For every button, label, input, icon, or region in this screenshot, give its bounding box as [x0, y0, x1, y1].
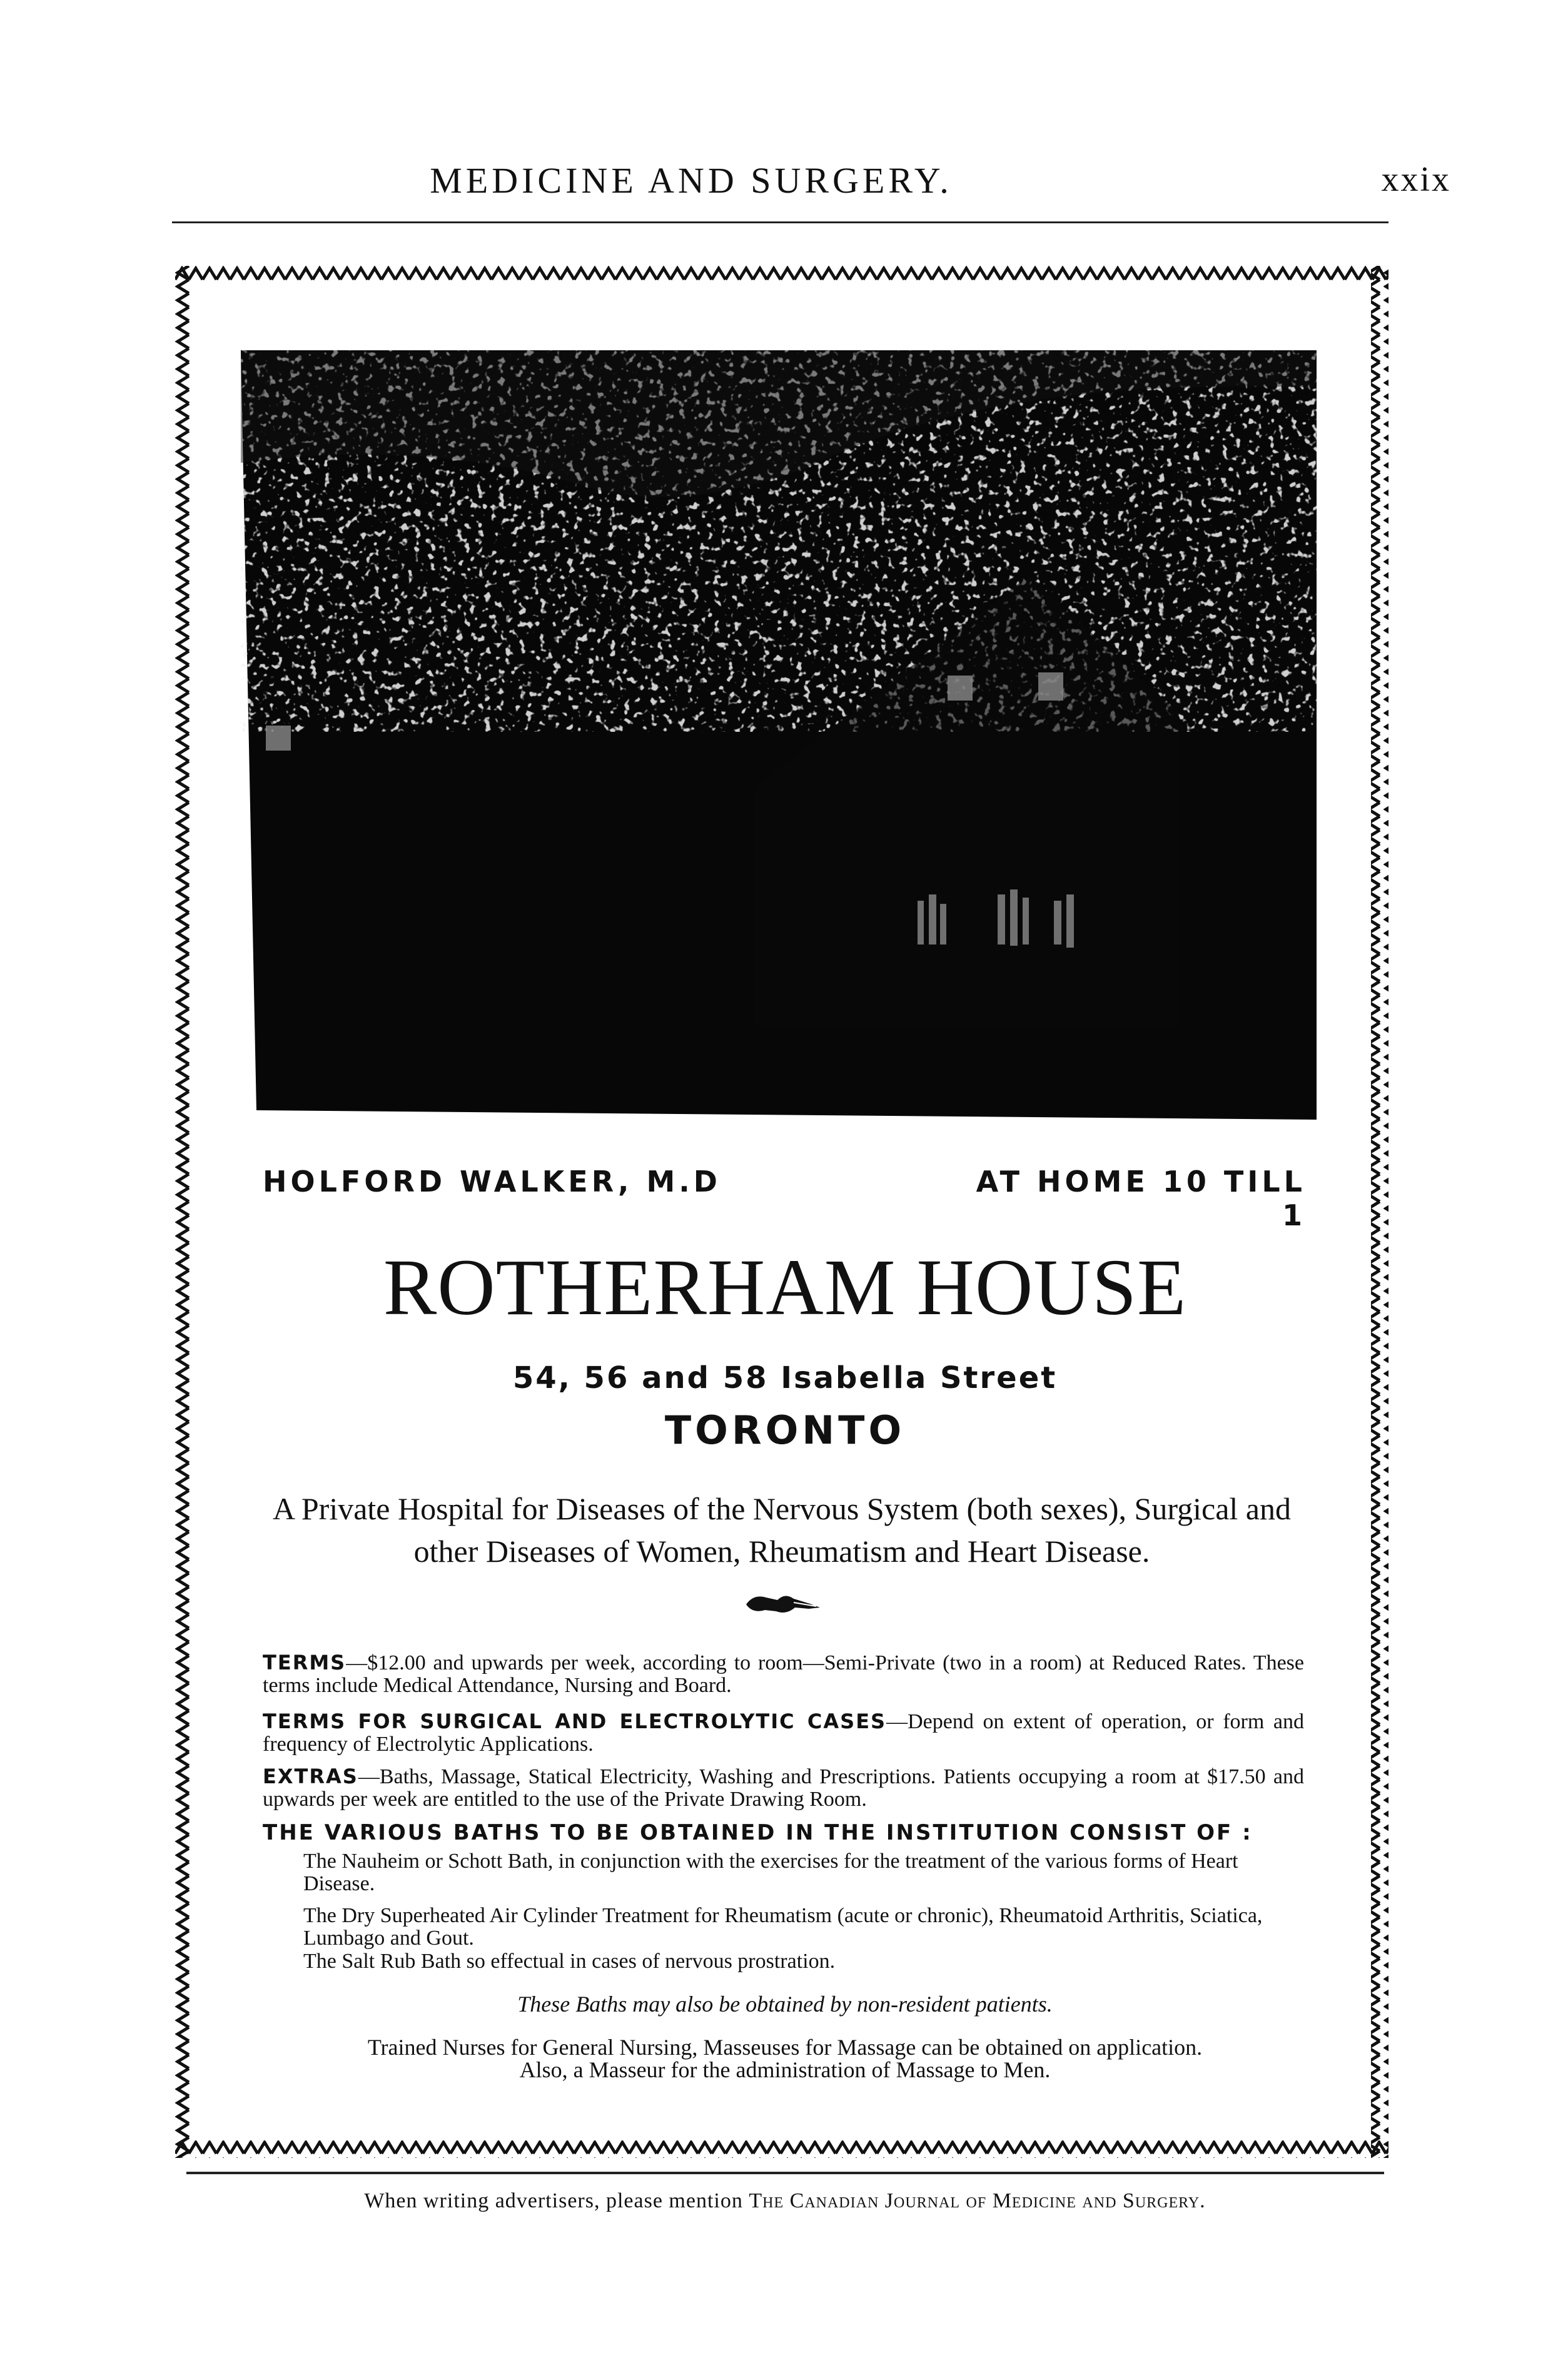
- extras-text: —Baths, Massage, Statical Electricity, Washing and Prescriptions. Patients occupying a room at $17.50 and upwards per week are entitled to the use of the Private Drawing Room.: [263, 1765, 1304, 1811]
- surgical-terms-paragraph: [263, 1710, 1304, 1756]
- bath-item: The Nauheim or Schott Bath, in conjunction with the exercises for the treatment of the various forms of Heart Disease.: [303, 1850, 1238, 1895]
- city-name: TORONTO: [664, 1407, 906, 1453]
- footer-rule: [186, 2172, 1384, 2174]
- bath-item: The Dry Superheated Air Cylinder Treatment for Rheumatism (acute or chronic), Rheumatoid Arthritis, Sciatica, Lumbago and Gout.: [303, 1904, 1263, 1950]
- terms-text: —$12.00 and upwards per week, according to room—Semi-Private (two in a room) at Reduced Rates. These terms include Medical Attendance, Nursing and Board.: [263, 1651, 1304, 1697]
- extras-paragraph: [263, 1765, 1304, 1811]
- page-number: xxix: [1381, 160, 1451, 199]
- baths-heading: THE VARIOUS BATHS TO BE OBTAINED IN THE INSTITUTION CONSIST OF :: [263, 1820, 1253, 1845]
- terms-lead: TERMS: [263, 1651, 346, 1674]
- footer-prefix: When writing advertisers, please mention: [364, 2189, 749, 2212]
- nurses-line-1: Trained Nurses for General Nursing, Masseuses for Massage can be obtained on application.: [367, 2035, 1203, 2060]
- terms-paragraph: [263, 1651, 1304, 1697]
- hand-fleuron-icon: [741, 1589, 822, 1620]
- office-hours: AT HOME 10 TILL 1: [976, 1165, 1306, 1232]
- street-address: 54, 56 and 58 Isabella Street: [512, 1360, 1058, 1395]
- bath-item: The Salt Rub Bath so effectual in cases of nervous prostration.: [303, 1950, 836, 1973]
- doctor-name: HOLFORD WALKER, M.D: [263, 1165, 721, 1198]
- surgical-terms-text: —Depend on extent of operation, or form and frequency of Electrolytic Applications.: [263, 1710, 1304, 1756]
- footer-note: [188, 2189, 1382, 2213]
- nurses-notice: [188, 2036, 1382, 2081]
- header-rule: [172, 221, 1388, 223]
- hospital-description: A Private Hospital for Diseases of the Nervous System (both sexes), Surgical and other Diseases of Women, Rheumatism and Heart Disease.: [273, 1491, 1291, 1569]
- surgical-terms-lead: TERMS FOR SURGICAL AND ELECTROLYTIC CASES: [263, 1709, 887, 1733]
- running-head: MEDICINE AND SURGERY.: [430, 160, 953, 201]
- nurses-line-2: Also, a Masseur for the administration of Massage to Men.: [519, 2057, 1051, 2082]
- building-photograph: [241, 350, 1317, 1120]
- baths-note: These Baths may also be obtained by non-resident patients.: [517, 1992, 1053, 2017]
- extras-lead: EXTRAS: [263, 1765, 358, 1788]
- hospital-title: ROTHERHAM HOUSE: [383, 1243, 1187, 1332]
- journal-name: The Canadian Journal of Medicine and Surgery.: [749, 2189, 1206, 2212]
